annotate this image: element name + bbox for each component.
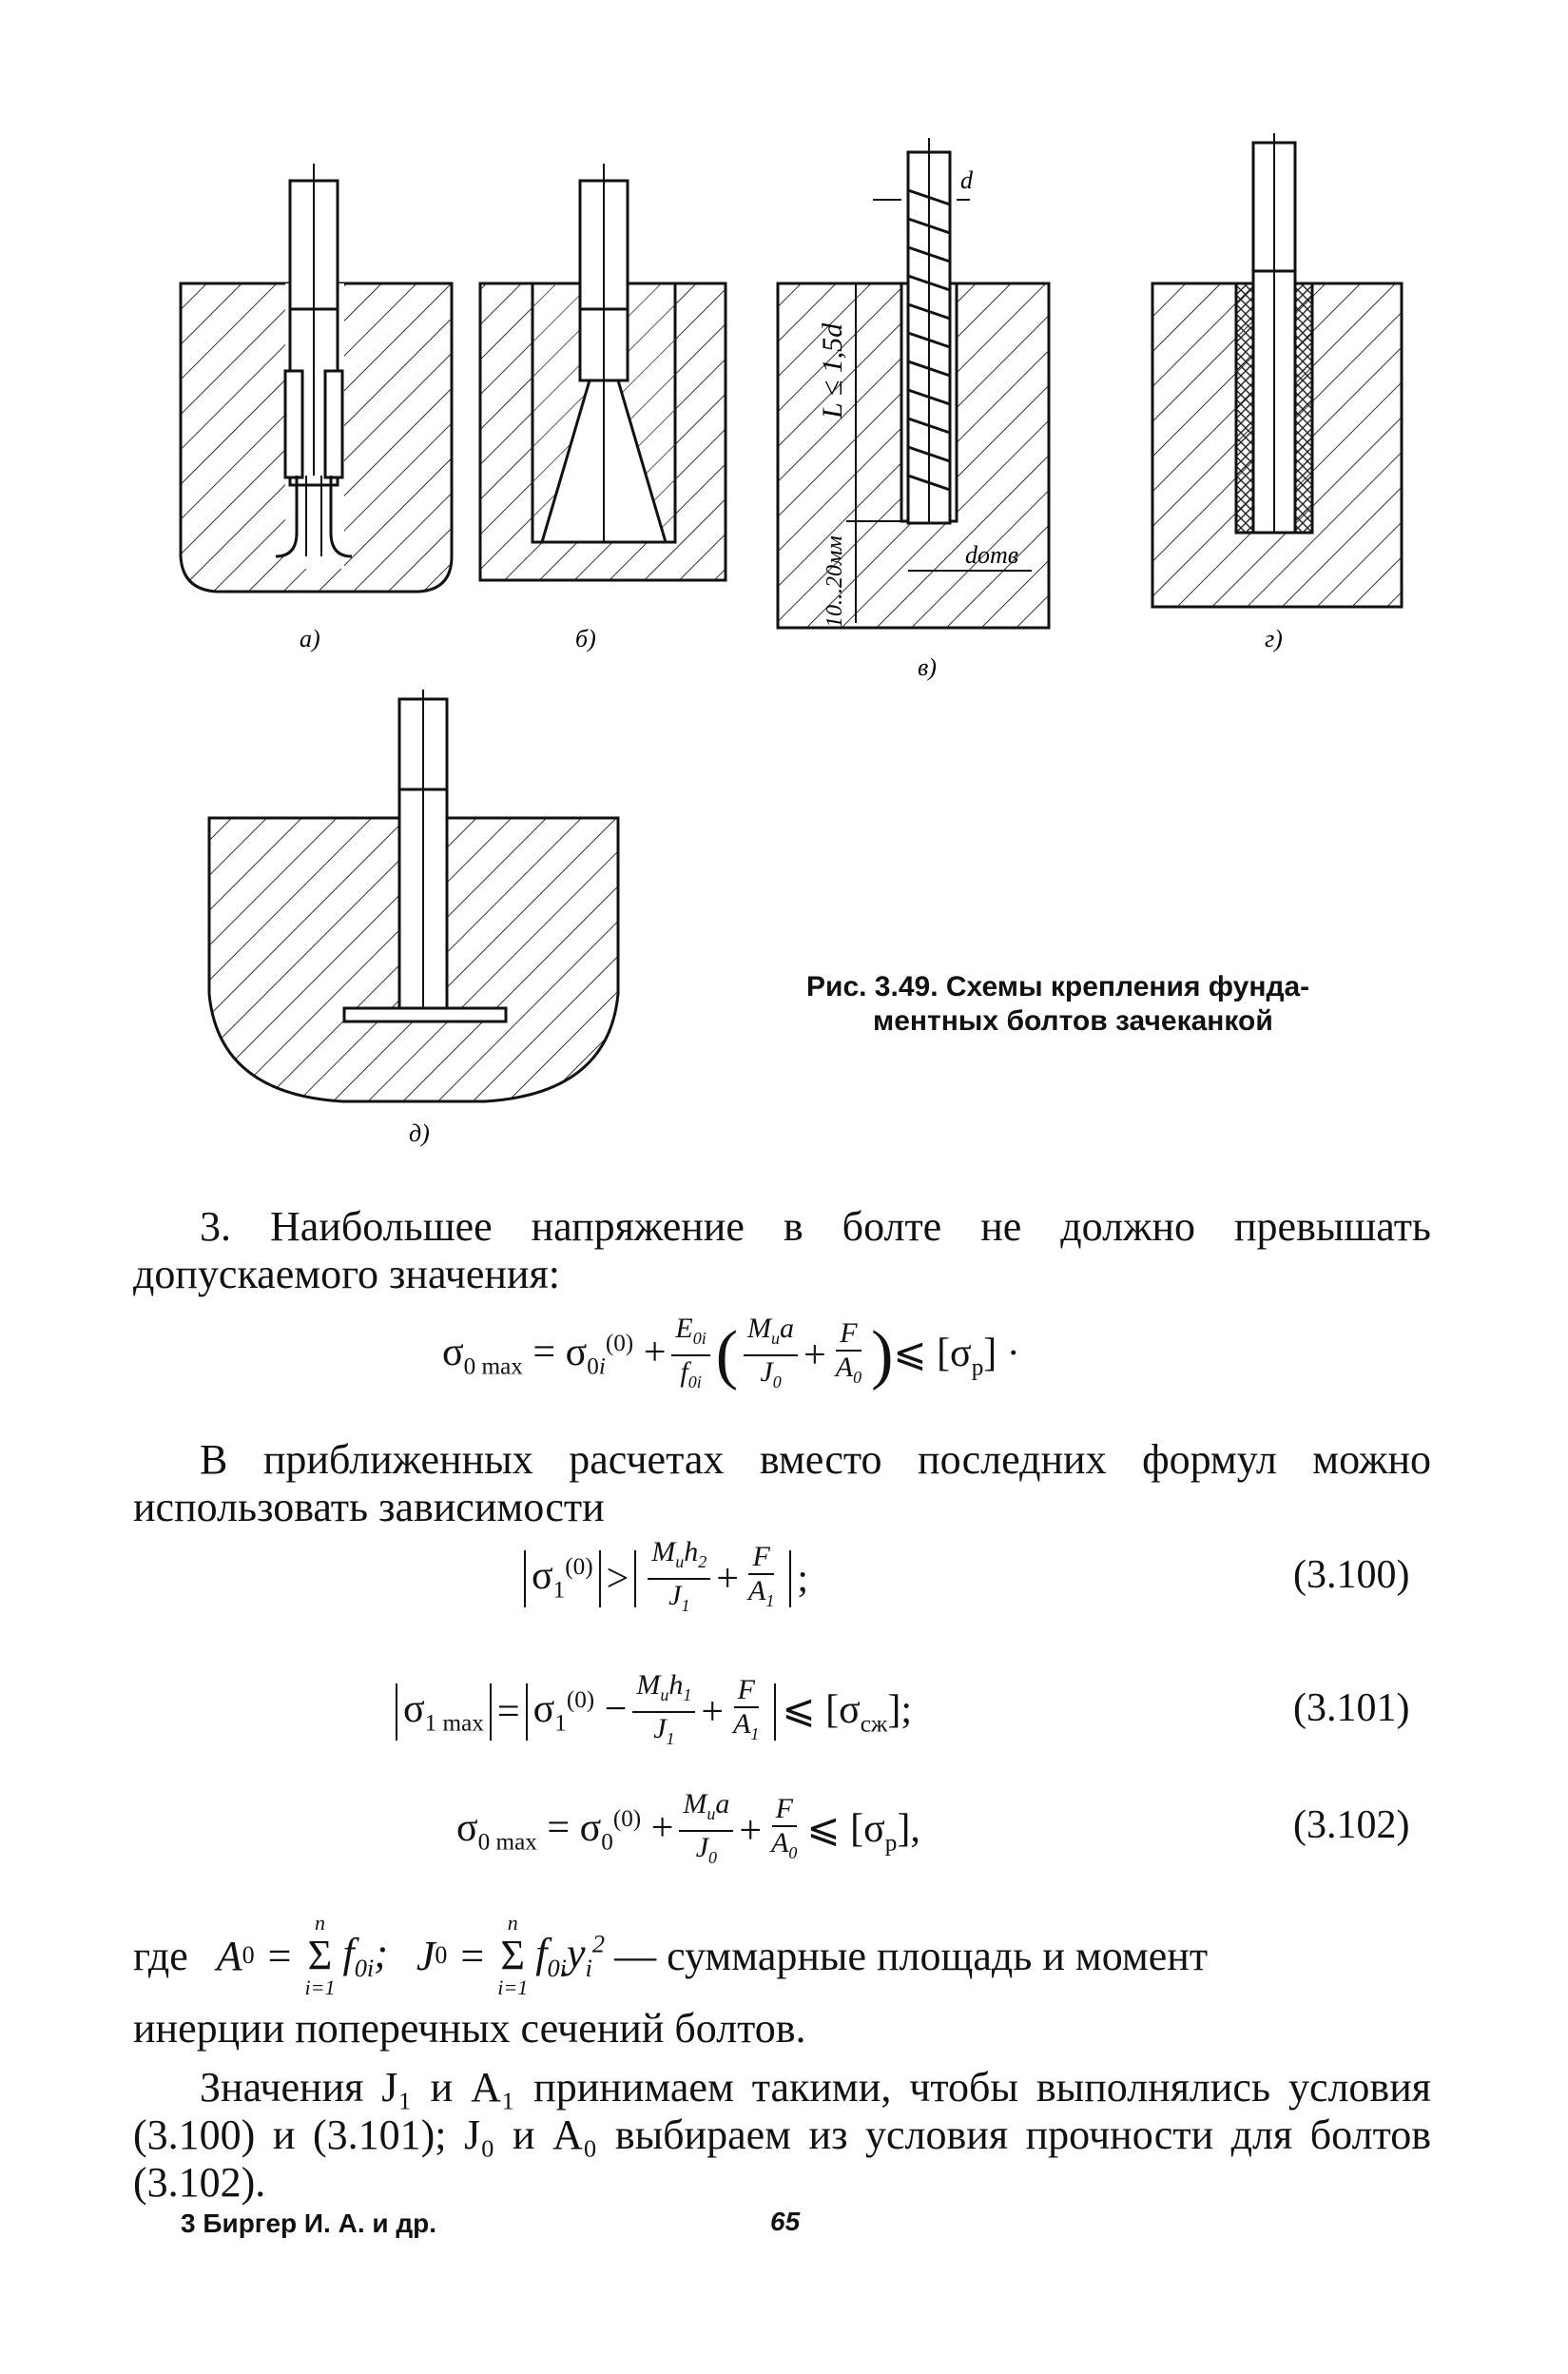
paragraph-1: 3. Наибольшее напряжение в болте не должно превышать допускаемого значения: xyxy=(133,1203,1431,1297)
dim-d-label: d xyxy=(960,166,973,194)
dim-L-label: L ≤ 1,5d xyxy=(817,322,848,418)
paragraph-3: Значения J₁ и A₁ принимаем такими, чтобы выполнялись условия (3.100) и (3.101); J₀ и A₀ выбираем из условия прочности для болтов (3.102). xyxy=(133,2064,1431,2206)
caption-line-2: ментных болтов зачеканкой xyxy=(873,1005,1273,1037)
dim-gap-label: 10...20мм xyxy=(823,535,847,628)
where-line-2: инерции поперечных сечений болтов. xyxy=(133,2005,806,2052)
where-line: где A 0 = n Σ i=1 $f_{0i}$; J 0 = n Σ i=1 $f_{0i}y_i^2$ — суммарные площадь и момент xyxy=(133,1912,1431,1999)
page-number: 65 xyxy=(770,2207,801,2236)
label-v: в) xyxy=(918,653,937,681)
scheme-b xyxy=(480,164,726,580)
footer-signature: 3 Биргер И. А. и др. xyxy=(181,2209,437,2238)
equation-3-102: $\sigma_{0 max} = \sigma_0^{(0)}$ + $\frac{M_иa}{J_0}$ + $\frac{F}{A_0}$ ⩽ $[\sigma_р]$, xyxy=(456,1788,920,1867)
equation-number-3-101: (3.101) xyxy=(1293,1686,1410,1730)
equation-number-3-100: (3.100) xyxy=(1293,1553,1410,1597)
paragraph-2: В приближенных расчетах вместо последних формул можно использовать зависимости xyxy=(133,1436,1431,1530)
scheme-v xyxy=(778,138,1049,628)
equation-number-3-102: (3.102) xyxy=(1293,1803,1410,1847)
scheme-g xyxy=(1152,133,1402,607)
label-g: г) xyxy=(1265,625,1283,652)
equation-3-100: $\sigma_1^{(0)}$ > $\frac{M_иh_2}{J_1}$ + $\frac{F}{A_1}$ ; xyxy=(518,1536,808,1622)
equation-sigma0max: $\sigma_{0 max} = \sigma_{0i}^{(0)}$ + $\frac{E_{0i}}{f_{0i}}$ ( $\frac{M_иa}{J_0}$ + $\frac{F}{A_0}$ ) ⩽ $[\sigma_р]$ · xyxy=(442,1313,1020,1391)
scheme-a xyxy=(181,164,452,592)
scheme-d xyxy=(209,690,618,1101)
caption-line-1: Рис. 3.49. Схемы крепления фунда- xyxy=(806,971,1310,1002)
label-d: д) xyxy=(409,1119,430,1147)
figure-caption xyxy=(806,970,1453,1039)
label-a: а) xyxy=(300,625,320,652)
equation-3-101: $\sigma_{1 max}$ = $\sigma_1^{(0)}$ − $\frac{M_иh_1}{J_1}$ + $\frac{F}{A_1}$ ⩽ $[\sigma_{сж}]$; xyxy=(390,1669,912,1755)
dim-dotv-label: dотв xyxy=(965,541,1019,569)
label-b: б) xyxy=(575,625,596,652)
where-prefix: где xyxy=(133,1932,188,1979)
where-suffix: — суммарные площадь и момент xyxy=(614,1932,1209,1979)
